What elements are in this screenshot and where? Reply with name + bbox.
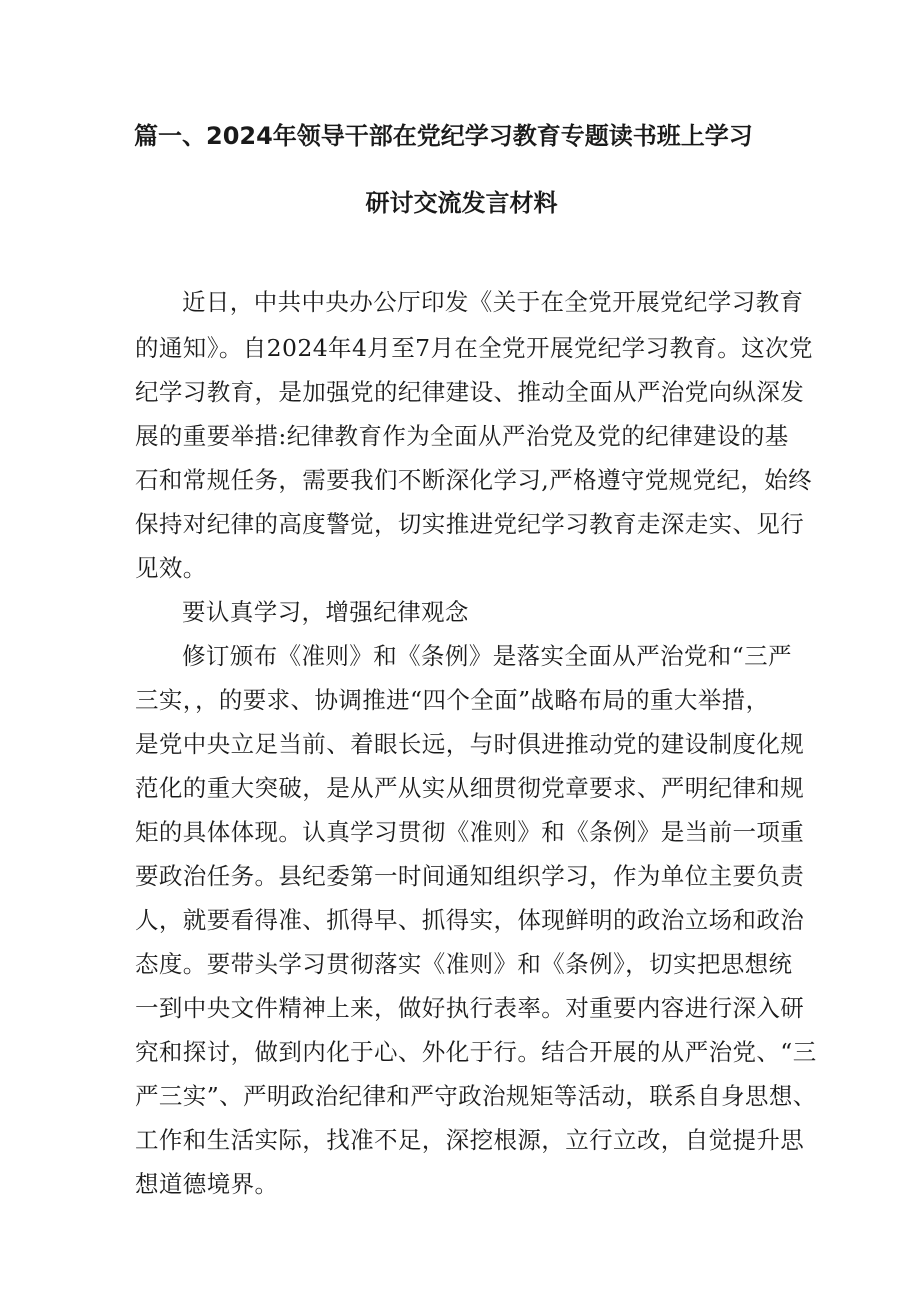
paragraph-line: 的通知》。自2024年4月至7月在全党开展党纪学习教育。这次党 <box>135 334 813 362</box>
document-title-line-1: 篇一、2024年领导干部在党纪学习教育专题读书班上学习 <box>134 122 753 150</box>
paragraph-line: 究和探讨，做到内化于心、外化于行。结合开展的从严治党、“三 <box>135 1038 817 1066</box>
paragraph-line: 矩的具体体现。认真学习贯彻《准则》和《条例》是当前一项重 <box>135 818 805 846</box>
paragraph-line: 石和常规任务，需要我们不断深化学习,严格遵守党规党纪，始终 <box>135 466 813 494</box>
paragraph-line: 一到中央文件精神上来，做好执行表率。对重要内容进行深入研 <box>135 994 805 1022</box>
paragraph-line: 三实，，的要求、协调推进“四个全面”战略布局的重大举措， <box>135 686 770 714</box>
paragraph-line: 纪学习教育，是加强党的纪律建设、推动全面从严治党向纵深发 <box>135 378 805 406</box>
section-heading: 要认真学习，增强纪律观念 <box>182 598 469 626</box>
document-title-line-2: 研讨交流发言材料 <box>365 189 558 217</box>
paragraph-line: 近日，中共中央办公厅印发《关于在全党开展党纪学习教育 <box>182 288 804 316</box>
paragraph-line: 想道德境界。 <box>135 1170 279 1198</box>
paragraph-line: 范化的重大突破，是从严从实从细贯彻党章要求、严明纪律和规 <box>135 774 805 802</box>
paragraph-line: 保持对纪律的高度警觉，切实推进党纪学习教育走深走实、见行 <box>135 510 805 538</box>
paragraph-line: 见效。 <box>135 554 207 582</box>
paragraph-line: 态度。要带头学习贯彻落实《准则》和《条例》，切实把思想统 <box>135 950 793 978</box>
paragraph-line: 要政治任务。县纪委第一时间通知组织学习，作为单位主要负责 <box>135 862 805 890</box>
paragraph-line: 展的重要举措:纪律教育作为全面从严治党及党的纪律建设的基 <box>135 422 789 450</box>
paragraph-line: 是党中央立足当前、着眼长远，与时俱进推动党的建设制度化规 <box>135 730 805 758</box>
paragraph-line: 人，就要看得准、抓得早、抓得实，体现鲜明的政治立场和政治 <box>135 906 805 934</box>
paragraph-line: 修订颁布《准则》和《条例》是落实全面从严治党和“三严 <box>182 642 792 670</box>
paragraph-line: 工作和生活实际，找准不足，深挖根源，立行立改，自觉提升思 <box>135 1126 805 1154</box>
paragraph-line: 严三实”、严明政治纪律和严守政治规矩等活动，联系自身思想、 <box>135 1082 817 1110</box>
